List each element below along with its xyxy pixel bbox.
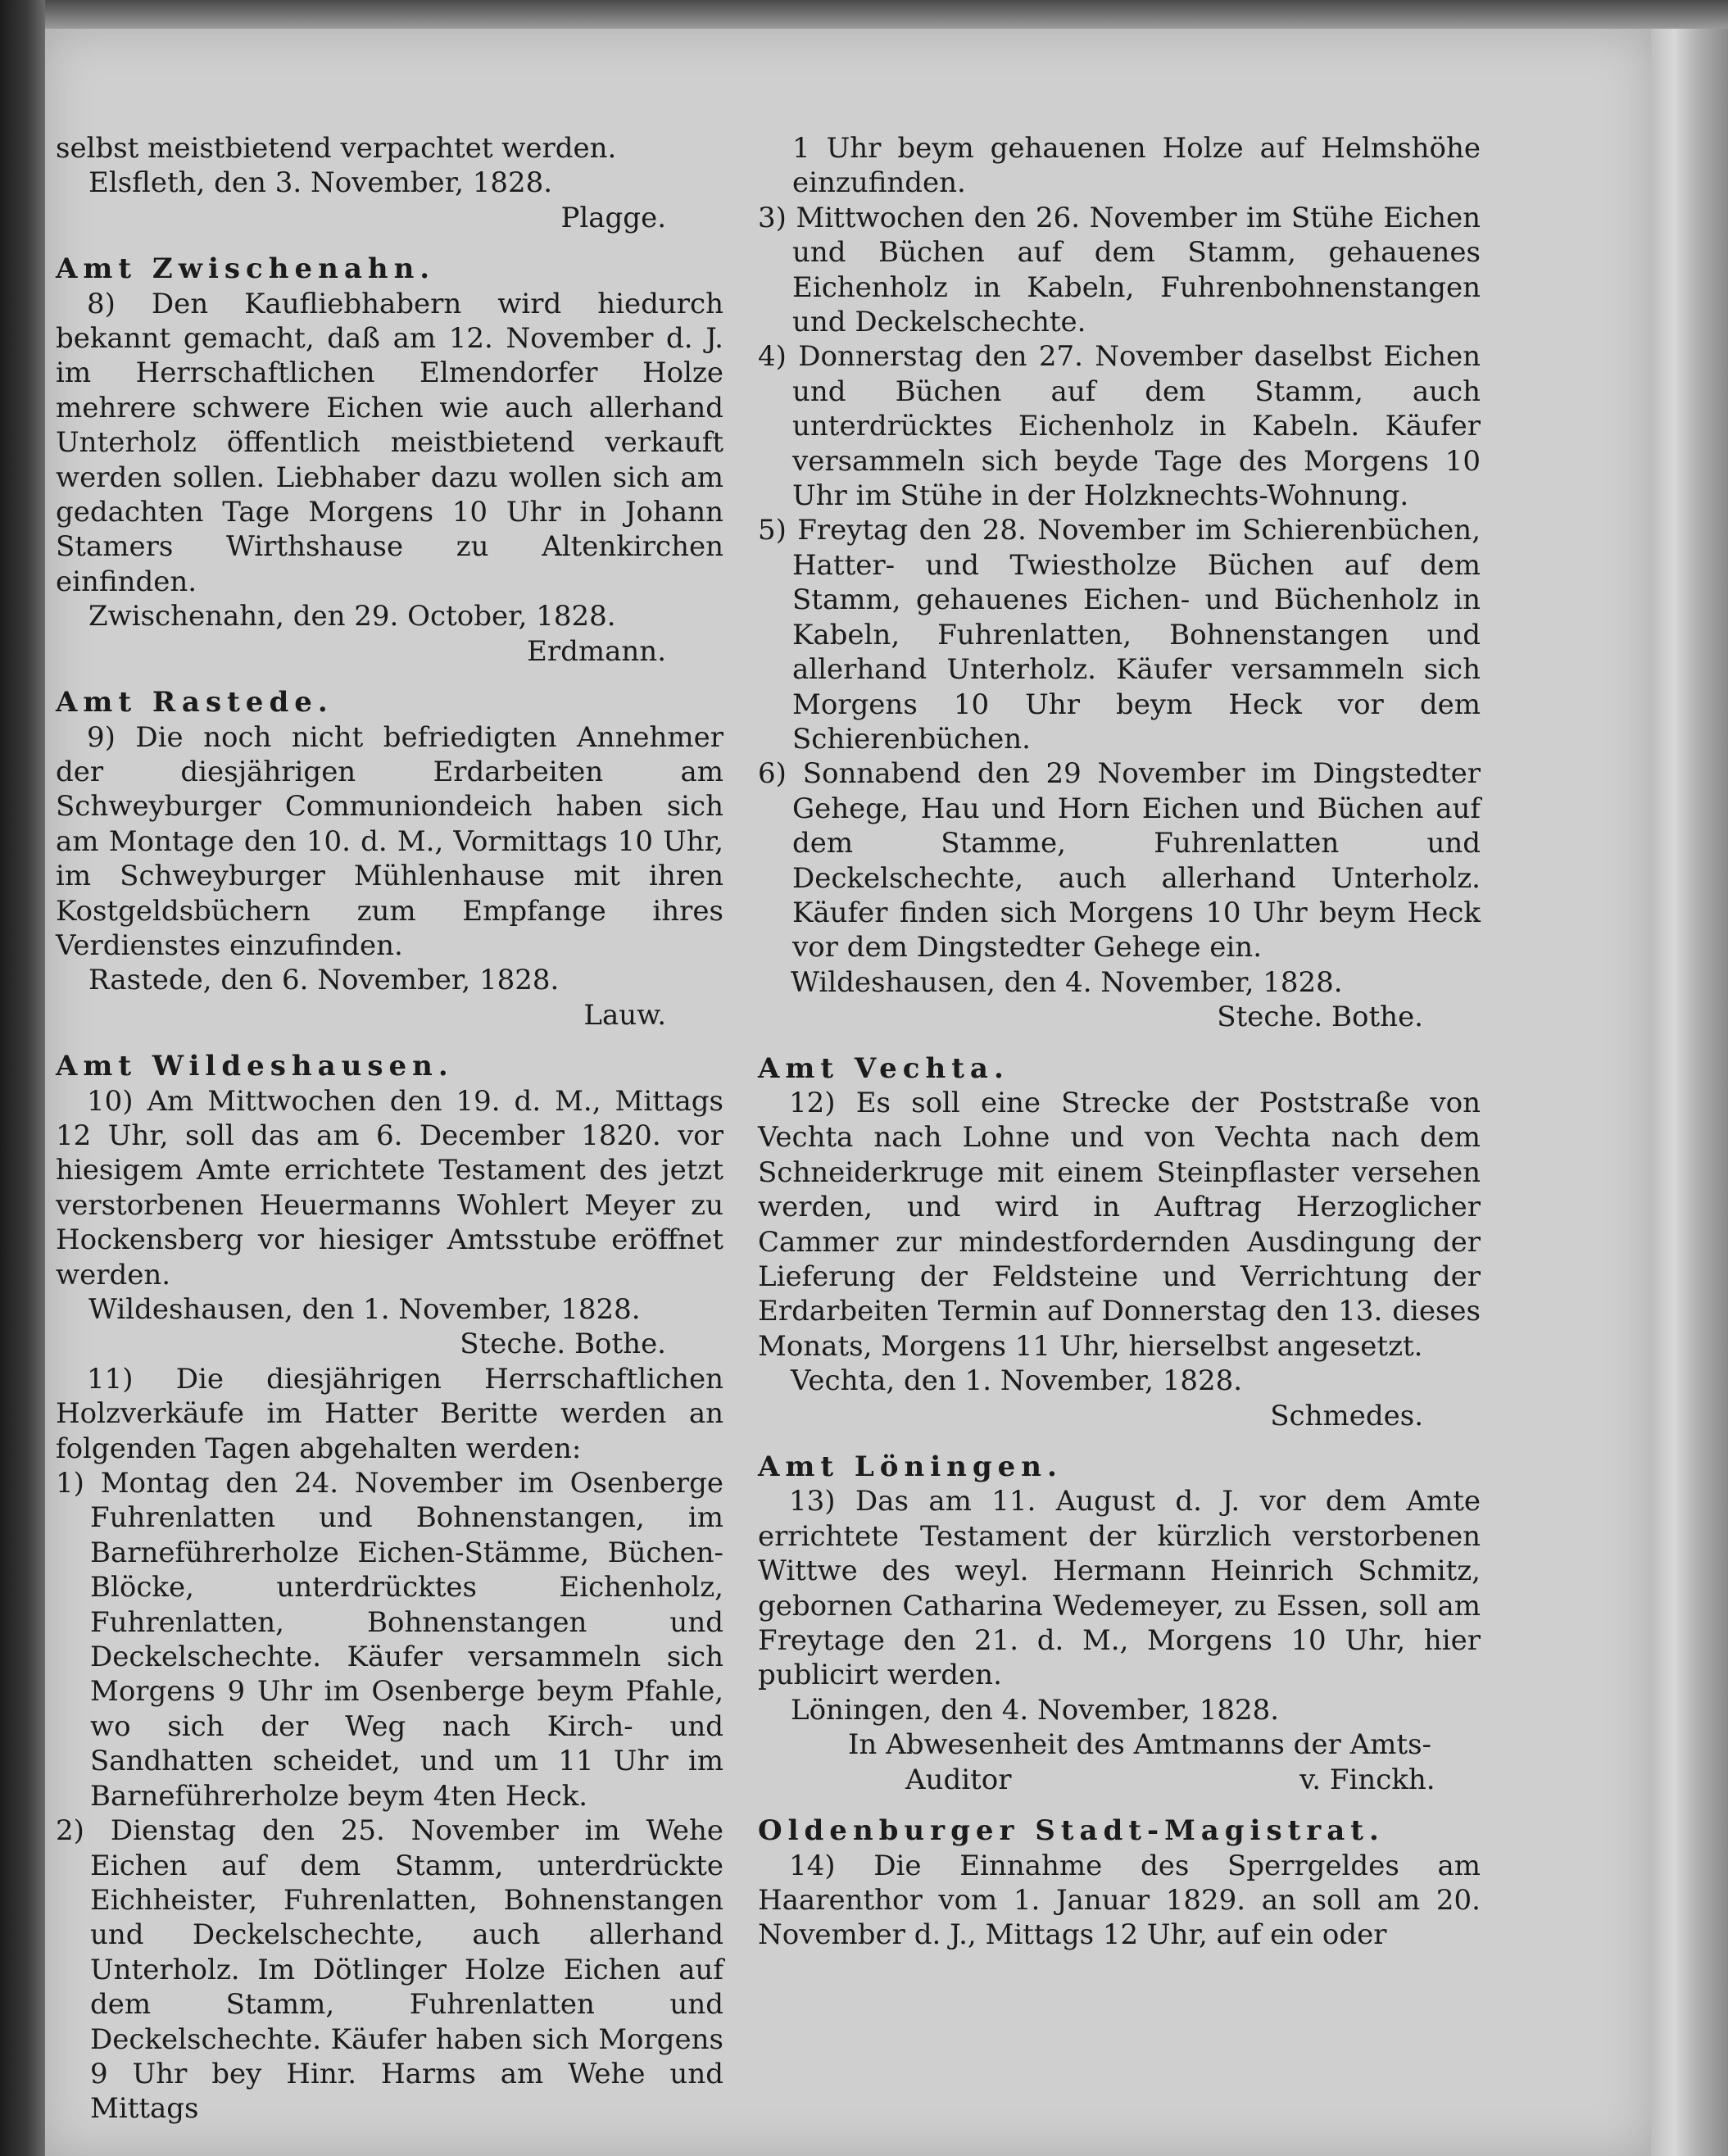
left-column bbox=[56, 131, 723, 2126]
signature: Steche. Bothe. bbox=[460, 1328, 666, 1361]
section-heading: Amt Vechta. bbox=[758, 1051, 1009, 1085]
continuation-line: selbst meistbietend verpachtet werden. bbox=[56, 132, 617, 165]
signature: Lauw. bbox=[583, 998, 666, 1032]
list-item: 1) Montag den 24. November im Osenberge Fuhrenlatten und Bohnenstangen, im Barneführerholze Eichen-Stämme, Büchen-Blöcke, unterdrücktes Eichenholz, Fuhrenlatten, Bohnenstangen und Deckelschechte. Käufer versammeln sich Morgens 9 Uhr im Osenberge beym Pfahle, wo sich der Weg nach Kirch- und Sandhatten scheidet, und um 11 Uhr im Barneführerholze beym 4ten Heck. bbox=[56, 1467, 723, 1813]
list-item: 3) Mittwochen den 26. November im Stühe Eichen und Büchen auf dem Stamm, gehauenes Eichenholz in Kabeln, Fuhrenbohnenstangen und Deckelschechte. bbox=[758, 201, 1481, 339]
notice-14: 14) Die Einnahme des Sperrgeldes am Haarenthor vom 1. Januar 1829. an soll am 20. November d. J., Mittags 12 Uhr, auf ein oder bbox=[758, 1849, 1481, 1952]
notice-9: 9) Die noch nicht befriedigten Annehmer der diesjährigen Erdarbeiten am Schweyburger Communiondeich haben sich am Montage den 10. d. M., Vormittags 10 Uhr, im Schweyburger Mühlenhause mit ihren Kostgeldsbüchern zum Empfange ihres Verdienstes einzufinden. bbox=[56, 720, 723, 962]
page-edge-stack bbox=[1651, 29, 1728, 2156]
list-item: 4) Donnerstag den 27. November daselbst Eichen und Büchen auf dem Stamm, auch unterdrücktes Eichenholz in Kabeln. Käufer versammeln sich beyde Tage des Morgens 10 Uhr im Stühe in der Holzknechts-Wohnung. bbox=[758, 340, 1481, 513]
section-heading: Amt Löningen. bbox=[758, 1450, 1063, 1484]
dateline: Zwischenahn, den 29. October, 1828. bbox=[88, 600, 616, 633]
dateline: Wildeshausen, den 1. November, 1828. bbox=[88, 1293, 641, 1326]
dateline: Elsfleth, den 3. November, 1828. bbox=[88, 166, 553, 200]
top-edge bbox=[45, 0, 1728, 29]
signature: Plagge. bbox=[560, 201, 666, 234]
section-heading: Oldenburger Stadt-Magistrat. bbox=[758, 1814, 1385, 1848]
continuation-line: 1 Uhr beym gehauenen Holze auf Helmshöhe einzufinden. bbox=[792, 132, 1481, 200]
section-heading: Amt Rastede. bbox=[56, 686, 333, 719]
notice-10: 10) Am Mittwochen den 19. d. M., Mittags 12 Uhr, soll das am 6. December 1820. vor hiesigem Amte errichtete Testament des jetzt verstorbenen Heuermanns Wohlert Meyer zu Hockensberg vor hiesiger Amtsstube eröffnet werden. bbox=[56, 1084, 723, 1291]
auditor-name: v. Finckh. bbox=[1299, 1763, 1435, 1796]
signature: Schmedes. bbox=[1270, 1399, 1423, 1432]
notice-11: 11) Die diesjährigen Herrschaftlichen Holzverkäufe im Hatter Beritte werden an folgenden Tagen abgehalten werden: bbox=[56, 1362, 723, 1465]
list-item: 6) Sonnabend den 29 November im Dingstedter Gehege, Hau und Horn Eichen und Büchen auf dem Stamme, Fuhrenlatten und Deckelschechte, auch allerhand Unterholz. Käufer finden sich Morgens 10 Uhr beym Heck vor dem Dingstedter Gehege ein. bbox=[758, 757, 1481, 965]
notice-13: 13) Das am 11. August d. J. vor dem Amte errichtete Testament der kürzlich verstorbenen Wittwe des weyl. Hermann Heinrich Schmitz, gebornen Catharina Wedemeyer, zu Essen, soll am Freytage den 21. d. M., Morgens 10 Uhr, hier publicirt werden. bbox=[758, 1485, 1481, 1692]
notice-8: 8) Den Kaufliebhabern wird hiedurch bekannt gemacht, daß am 12. November d. J. im Herrschaftlichen Elmendorfer Holze mehrere schwere Eichen wie auch allerhand Unterholz öffentlich meistbietend verkauft werden sollen. Liebhaber dazu wollen sich am gedachten Tage Morgens 10 Uhr in Johann Stamers Wirthshause zu Altenkirchen einfinden. bbox=[56, 287, 723, 598]
section-heading: Amt Wildeshausen. bbox=[56, 1050, 454, 1083]
signature-line: In Abwesenheit des Amtmanns der Amts- bbox=[848, 1728, 1432, 1762]
signature-line bbox=[758, 1763, 1481, 1797]
notice-12: 12) Es soll eine Strecke der Poststraße von Vechta nach Lohne und von Vechta nach dem Schneiderkruge mit einem Steinpflaster versehen werden, und wird in Auftrag Herzoglicher Cammer zur mindestfordernden Ausdingung der Lieferung der Feldsteine und Verrichtung der Erdarbeiten Termin auf Donnerstag den 13. dieses Monats, Morgens 11 Uhr, hierselbst angesetzt. bbox=[758, 1086, 1481, 1363]
list-item: 5) Freytag den 28. November im Schierenbüchen, Hatter- und Twiestholze Büchen auf dem Stamm, gehauenes Eichen- und Büchenholz in Kabeln, Fuhrenlatten, Bohnenstangen und allerhand Unterholz. Käufer versammeln sich Morgens 10 Uhr beym Heck vor dem Schierenbüchen. bbox=[758, 514, 1481, 756]
dateline: Rastede, den 6. November, 1828. bbox=[88, 964, 560, 997]
book-binding bbox=[0, 0, 45, 2156]
signature: Erdmann. bbox=[527, 634, 666, 668]
list-item: 2) Dienstag den 25. November im Wehe Eichen auf dem Stamm, unterdrückte Eichheister, Fuhrenlatten, Bohnenstangen und Deckelschechte, auch allerhand Unterholz. Im Dötlinger Holze Eichen auf dem Stamm, Fuhrenlatten und Deckelschechte. Käufer haben sich Morgens 9 Uhr bey Hinr. Harms am Wehe und Mittags bbox=[56, 1814, 723, 2126]
dateline: Vechta, den 1. November, 1828. bbox=[791, 1364, 1243, 1398]
section-heading: Amt Zwischenahn. bbox=[56, 252, 436, 286]
right-column bbox=[758, 131, 1481, 1953]
auditor-role: Auditor bbox=[905, 1763, 1012, 1796]
dateline: Wildeshausen, den 4. November, 1828. bbox=[791, 965, 1343, 999]
signature: Steche. Bothe. bbox=[1217, 1001, 1423, 1034]
dateline: Löningen, den 4. November, 1828. bbox=[791, 1693, 1280, 1727]
